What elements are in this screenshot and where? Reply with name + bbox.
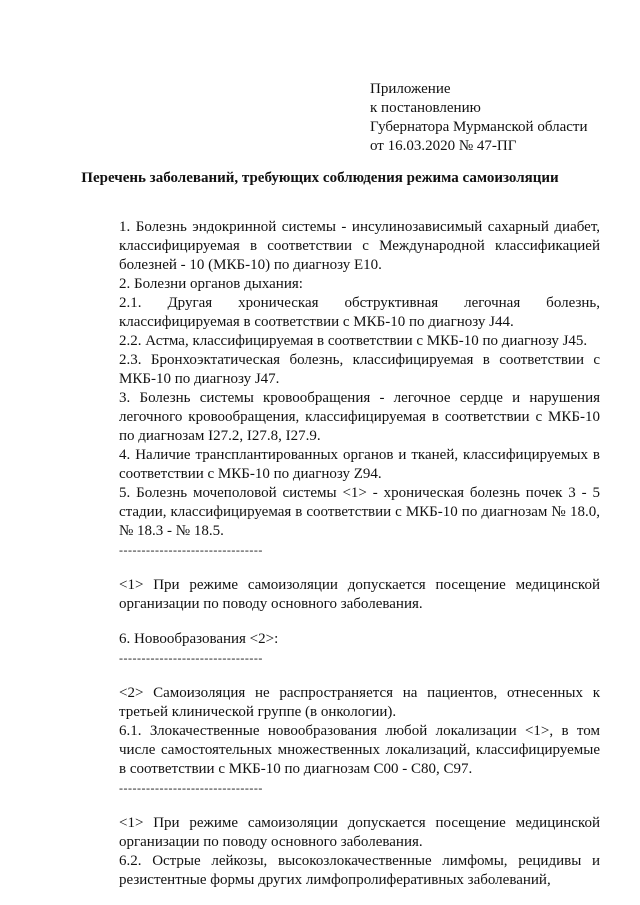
item-5: 5. Болезнь мочеполовой системы <1> - хроническая болезнь почек 3 - 5 стадии, классифицируемая в соответствии с МКБ-10 по диагнозам № 18.0, № 18.3 - № 18.5.	[119, 485, 600, 539]
footnote-separator-2: --------------------------------	[119, 651, 263, 665]
item-6-2: 6.2. Острые лейкозы, высокозлокачественные лимфомы, рецидивы и резистентные формы других лимфопролиферативных заболеваний,	[119, 853, 600, 888]
item-4: 4. Наличие трансплантированных органов и тканей, классифицируемых в соответствии с МКБ-10 по диагнозу Z94.	[119, 447, 600, 482]
item-3: 3. Болезнь системы кровообращения - легочное сердце и нарушения легочного кровообращения, классифицируемая в соответствии с МКБ-10 по диагнозам I27.2, I27.8, I27.9.	[119, 390, 600, 444]
footnote-separator-1: --------------------------------	[119, 543, 263, 557]
footnote-3: <1> При режиме самоизоляции допускается посещение медицинской организации по поводу основного заболевания.	[119, 815, 600, 850]
annex-line-4: от 16.03.2020 № 47-ПГ	[370, 138, 517, 154]
footnote-separator-3: --------------------------------	[119, 781, 263, 795]
item-6-1: 6.1. Злокачественные новообразования любой локализации <1>, в том числе самостоятельных множественных локализаций, классифицируемые в соответствии с МКБ-10 по диагнозам C00 - C80, C97.	[119, 723, 600, 777]
annex-line-2: к постановлению	[370, 100, 481, 116]
item-2-1: 2.1. Другая хроническая обструктивная легочная болезнь, классифицируемая в соответствии с МКБ-10 по диагнозу J44.	[119, 295, 600, 330]
item-2: 2. Болезни органов дыхания:	[119, 276, 303, 292]
item-1: 1. Болезнь эндокринной системы - инсулинозависимый сахарный диабет, классифицируемая в соответствии с Международной классификацией болезней - 10 (МКБ-10) по диагнозу E10.	[119, 219, 600, 273]
document-title: Перечень заболеваний, требующих соблюдения режима самоизоляции	[81, 170, 559, 186]
item-2-2: 2.2. Астма, классифицируемая в соответствии с МКБ-10 по диагнозу J45.	[119, 333, 588, 349]
document-body	[119, 218, 600, 890]
footnote-2: <2> Самоизоляция не распространяется на пациентов, отнесенных к третьей клинической группе (в онкологии).	[119, 685, 600, 720]
item-2-3: 2.3. Бронхоэктатическая болезнь, классифицируемая в соответствии с МКБ-10 по диагнозу J47.	[119, 352, 600, 387]
footnote-1: <1> При режиме самоизоляции допускается посещение медицинской организации по поводу основного заболевания.	[119, 577, 600, 612]
annex-header	[370, 80, 620, 156]
item-6: 6. Новообразования <2>:	[119, 631, 279, 647]
annex-line-3: Губернатора Мурманской области	[370, 119, 588, 135]
annex-line-1: Приложение	[370, 81, 451, 97]
